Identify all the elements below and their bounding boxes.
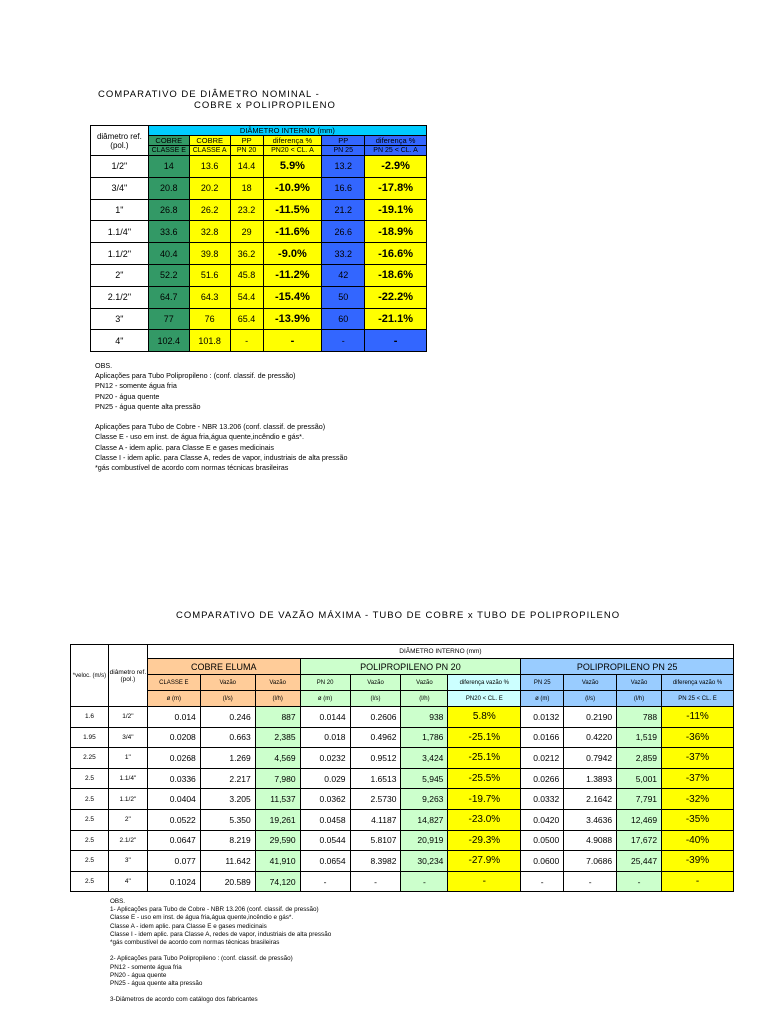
t2-cell: -29.3% bbox=[448, 830, 521, 851]
table-row bbox=[71, 871, 734, 892]
diameter-table bbox=[90, 125, 427, 352]
t2-cell: 20,919 bbox=[401, 830, 448, 851]
t2-sub1: Vazão bbox=[200, 675, 255, 691]
t1-cell: -13.9% bbox=[263, 308, 322, 330]
t2-cell: 2.217 bbox=[200, 768, 255, 789]
t2-cell: 4.1187 bbox=[350, 809, 401, 830]
t2-cell: 2,859 bbox=[617, 748, 662, 769]
t2-cell: -40% bbox=[662, 830, 734, 851]
t2-cell: -35% bbox=[662, 809, 734, 830]
t2-cell: 5,001 bbox=[617, 768, 662, 789]
table1-title bbox=[98, 89, 336, 111]
t2-cell: 14,827 bbox=[401, 809, 448, 830]
t1-cell: -11.2% bbox=[263, 264, 322, 286]
t2-cell: 4,569 bbox=[255, 748, 300, 769]
t2-cell: 3.4636 bbox=[564, 809, 617, 830]
t1-cell: -10.9% bbox=[263, 177, 322, 199]
t2-cell: - bbox=[662, 871, 734, 892]
t2-cell: - bbox=[617, 871, 662, 892]
t2-cell: 0.4962 bbox=[350, 727, 401, 748]
t1-hdr-bot: PN 25 bbox=[322, 146, 365, 156]
t2-cell: 2.1642 bbox=[564, 789, 617, 810]
t2-cell: 1.95 bbox=[71, 727, 109, 748]
t2-cell: 8.219 bbox=[200, 830, 255, 851]
t2-cell: 0.0500 bbox=[521, 830, 564, 851]
t1-hdr-bot: CLASSE A bbox=[189, 146, 230, 156]
t2-cell: 12,469 bbox=[617, 809, 662, 830]
t2-cell: 17,672 bbox=[617, 830, 662, 851]
t1-cell: 1.1/4" bbox=[91, 221, 149, 243]
t2-cell: 938 bbox=[401, 707, 448, 728]
t2-cell: 0.4220 bbox=[564, 727, 617, 748]
t1-cell: 20.8 bbox=[148, 177, 189, 199]
t1-cell: 1.1/2" bbox=[91, 243, 149, 265]
table2-title: COMPARATIVO DE VAZÃO MÁXIMA - TUBO DE COBRE x TUBO DE POLIPROPILENO bbox=[176, 610, 621, 621]
t2-cell: 20.589 bbox=[200, 871, 255, 892]
t1-cell: - bbox=[365, 330, 427, 352]
grp-cobre: COBRE ELUMA bbox=[147, 659, 300, 675]
t2-cell: 0.0212 bbox=[521, 748, 564, 769]
t2-cell: 3" bbox=[108, 851, 147, 872]
t1-cell: 64.3 bbox=[189, 286, 230, 308]
t2-cell: - bbox=[401, 871, 448, 892]
t2-cell: 788 bbox=[617, 707, 662, 728]
t2-cell: 0.0647 bbox=[147, 830, 200, 851]
t2-sub1: Vazão bbox=[350, 675, 401, 691]
t2-sub1: Vazão bbox=[564, 675, 617, 691]
t2-cell: 2.1/2" bbox=[108, 830, 147, 851]
t2-cell: 0.077 bbox=[147, 851, 200, 872]
t2-cell: 30,234 bbox=[401, 851, 448, 872]
t1-cell: 20.2 bbox=[189, 177, 230, 199]
t2-cell: 1.6 bbox=[71, 707, 109, 728]
t2-cell: 0.246 bbox=[200, 707, 255, 728]
t1-hdr-bot: PN20 < CL. A bbox=[263, 146, 322, 156]
t1-cell: 13.6 bbox=[189, 156, 230, 178]
t2-cell: 0.0600 bbox=[521, 851, 564, 872]
t2-cell: 3/4" bbox=[108, 727, 147, 748]
t2-cell: 0.2190 bbox=[564, 707, 617, 728]
t2-cell: 7,980 bbox=[255, 768, 300, 789]
t2-cell: -25.1% bbox=[448, 748, 521, 769]
t2-cell: 0.014 bbox=[147, 707, 200, 728]
t2-cell: 2.5 bbox=[71, 871, 109, 892]
t1-cell: -19.1% bbox=[365, 199, 427, 221]
t1-cell: 13.2 bbox=[322, 156, 365, 178]
t2-cell: 1.269 bbox=[200, 748, 255, 769]
table-row bbox=[91, 286, 427, 308]
t2-cell: 2.5 bbox=[71, 830, 109, 851]
t2-cell: 1/2" bbox=[108, 707, 147, 728]
t2-sub2: (l/s) bbox=[564, 691, 617, 707]
t1-cell: 101.8 bbox=[189, 330, 230, 352]
t2-sub1: Vazão bbox=[255, 675, 300, 691]
t2-sub1: CLASSE E bbox=[147, 675, 200, 691]
t2-cell: 2,385 bbox=[255, 727, 300, 748]
t2-cell: -37% bbox=[662, 748, 734, 769]
t2-cell: 5,945 bbox=[401, 768, 448, 789]
table-row bbox=[91, 308, 427, 330]
table-row bbox=[71, 748, 734, 769]
t2-cell: 0.2606 bbox=[350, 707, 401, 728]
t2-cell: -39% bbox=[662, 851, 734, 872]
t2-cell: - bbox=[350, 871, 401, 892]
t2-cell: -25.1% bbox=[448, 727, 521, 748]
t1-cell: 39.8 bbox=[189, 243, 230, 265]
t2-cell: - bbox=[564, 871, 617, 892]
t1-cell: 26.6 bbox=[322, 221, 365, 243]
t2-cell: 8.3982 bbox=[350, 851, 401, 872]
table-row bbox=[91, 221, 427, 243]
t2-cell: 2" bbox=[108, 809, 147, 830]
t2-cell: 9,263 bbox=[401, 789, 448, 810]
t1-cell: -22.2% bbox=[365, 286, 427, 308]
t1-cell: 26.2 bbox=[189, 199, 230, 221]
t2-cell: -19.7% bbox=[448, 789, 521, 810]
t1-cell: 76 bbox=[189, 308, 230, 330]
t2-cell: 7,791 bbox=[617, 789, 662, 810]
t1-cell: 3/4" bbox=[91, 177, 149, 199]
t2-cell: 1,786 bbox=[401, 727, 448, 748]
t1-cell: 16.6 bbox=[322, 177, 365, 199]
t2-cell: 11.642 bbox=[200, 851, 255, 872]
t2-cell: 887 bbox=[255, 707, 300, 728]
t1-cell: 60 bbox=[322, 308, 365, 330]
t2-cell: 0.0544 bbox=[300, 830, 350, 851]
t2-sub2: PN20 < CL. E bbox=[448, 691, 521, 707]
t2-cell: 0.0522 bbox=[147, 809, 200, 830]
t2-cell: 0.0336 bbox=[147, 768, 200, 789]
t1-cell: 3" bbox=[91, 308, 149, 330]
t2-cell: 2.5 bbox=[71, 809, 109, 830]
t1-cell: 4" bbox=[91, 330, 149, 352]
t1-cell: 18 bbox=[230, 177, 263, 199]
flow-table bbox=[70, 644, 734, 892]
t2-cell: 1.3893 bbox=[564, 768, 617, 789]
t2-sub1: Vazão bbox=[617, 675, 662, 691]
t1-cell: 32.8 bbox=[189, 221, 230, 243]
t2-cell: 0.0144 bbox=[300, 707, 350, 728]
t2-sub2: ø (m) bbox=[521, 691, 564, 707]
t2-sub2: (l/h) bbox=[617, 691, 662, 707]
table-row bbox=[71, 789, 734, 810]
t2-cell: 1.1/2" bbox=[108, 789, 147, 810]
table-row bbox=[91, 243, 427, 265]
t2-cell: 0.0266 bbox=[521, 768, 564, 789]
t1-cell: -11.5% bbox=[263, 199, 322, 221]
t1-cell: 21.2 bbox=[322, 199, 365, 221]
grp-pp20: POLIPROPILENO PN 20 bbox=[300, 659, 521, 675]
t1-cell: 54.4 bbox=[230, 286, 263, 308]
t1-cell: -17.8% bbox=[365, 177, 427, 199]
t1-cell: -9.0% bbox=[263, 243, 322, 265]
t1-hdr-top: diferença % bbox=[263, 136, 322, 146]
t1-cell: -21.1% bbox=[365, 308, 427, 330]
hdr-veloc: *veloc. (m/s) bbox=[71, 645, 109, 707]
t2-cell: -37% bbox=[662, 768, 734, 789]
obs-table2: OBS. 1- Aplicações para Tubo de Cobre - NBR 13.206 (conf. classif. de pressão) Classe E - uso em inst. de água fria,água quente,incêndio e gás*. Classe A - idem aplic. para Classe E e gases medicinais Classe I - idem aplic. para Classe A, redes de vapor, industriais de alta pressão *gás combustível de acordo com normas técnicas brasileiras 2- Aplicações para Tubo Polipropileno : (conf. classif. de pressão) PN12 - somente água fria PN20 - água quente PN25 - água quente alta pressão 3-Diâmetros de acordo com catálogo dos fabricantes bbox=[110, 898, 332, 1004]
t1-hdr-top: PP bbox=[230, 136, 263, 146]
t1-cell: 65.4 bbox=[230, 308, 263, 330]
t2-cell: 4.9088 bbox=[564, 830, 617, 851]
t2-cell: 0.1024 bbox=[147, 871, 200, 892]
t1-cell: -2.9% bbox=[365, 156, 427, 178]
t2-cell: 0.018 bbox=[300, 727, 350, 748]
grp-pp25: POLIPROPILENO PN 25 bbox=[521, 659, 734, 675]
t1-cell: 23.2 bbox=[230, 199, 263, 221]
t2-cell: 0.0208 bbox=[147, 727, 200, 748]
t2-cell: 11,537 bbox=[255, 789, 300, 810]
t2-cell: -25.5% bbox=[448, 768, 521, 789]
hdr-diam2: diâmetro ref. (pol.) bbox=[108, 645, 147, 707]
t2-cell: 1.6513 bbox=[350, 768, 401, 789]
t1-cell: 42 bbox=[322, 264, 365, 286]
t2-cell: - bbox=[521, 871, 564, 892]
t1-cell: 1" bbox=[91, 199, 149, 221]
table-row bbox=[71, 707, 734, 728]
t2-cell: 1,519 bbox=[617, 727, 662, 748]
t2-cell: 1" bbox=[108, 748, 147, 769]
t2-cell: 0.0132 bbox=[521, 707, 564, 728]
t2-sub2: ø (m) bbox=[300, 691, 350, 707]
t1-cell: 2" bbox=[91, 264, 149, 286]
t1-cell: 1/2" bbox=[91, 156, 149, 178]
t2-cell: 0.9512 bbox=[350, 748, 401, 769]
t1-hdr-top: PP bbox=[322, 136, 365, 146]
t2-cell: 2.5 bbox=[71, 789, 109, 810]
t1-hdr-bot: CLASSE E bbox=[148, 146, 189, 156]
table-row bbox=[71, 809, 734, 830]
t2-cell: 2.5 bbox=[71, 851, 109, 872]
hdr-diam: diâmetro ref. (pol.) bbox=[91, 126, 149, 156]
t2-cell: 0.029 bbox=[300, 768, 350, 789]
t2-cell: 41,910 bbox=[255, 851, 300, 872]
t2-cell: -36% bbox=[662, 727, 734, 748]
t2-cell: -23.0% bbox=[448, 809, 521, 830]
t2-cell: - bbox=[448, 871, 521, 892]
t2-cell: -27.9% bbox=[448, 851, 521, 872]
t2-cell: 0.663 bbox=[200, 727, 255, 748]
hdr-interno2: DIÂMETRO INTERNO (mm) bbox=[147, 645, 733, 659]
table-row bbox=[91, 156, 427, 178]
t2-cell: 0.0420 bbox=[521, 809, 564, 830]
t2-sub2: (l/s) bbox=[200, 691, 255, 707]
t2-cell: 29,590 bbox=[255, 830, 300, 851]
t2-sub1: diferença vazão % bbox=[662, 675, 734, 691]
table1-title-line1: COMPARATIVO DE DIÂMETRO NOMINAL - bbox=[98, 89, 320, 100]
t1-cell: 45.8 bbox=[230, 264, 263, 286]
table-row bbox=[71, 851, 734, 872]
t1-hdr-top: COBRE bbox=[189, 136, 230, 146]
t1-cell: 14.4 bbox=[230, 156, 263, 178]
t2-cell: 2.25 bbox=[71, 748, 109, 769]
hdr-interno: DIÂMETRO INTERNO (mm) bbox=[148, 126, 426, 136]
t2-cell: 5.8% bbox=[448, 707, 521, 728]
t1-cell: - bbox=[322, 330, 365, 352]
t1-cell: 50 bbox=[322, 286, 365, 308]
t1-cell: 33.2 bbox=[322, 243, 365, 265]
t1-cell: -16.6% bbox=[365, 243, 427, 265]
t2-cell: 7.0686 bbox=[564, 851, 617, 872]
t1-cell: 102.4 bbox=[148, 330, 189, 352]
t1-cell: 29 bbox=[230, 221, 263, 243]
table-row bbox=[91, 199, 427, 221]
t2-cell: 5.350 bbox=[200, 809, 255, 830]
table-row bbox=[71, 727, 734, 748]
t2-cell: 3.205 bbox=[200, 789, 255, 810]
t1-cell: 77 bbox=[148, 308, 189, 330]
t1-cell: 40.4 bbox=[148, 243, 189, 265]
t2-cell: -11% bbox=[662, 707, 734, 728]
table-row bbox=[71, 830, 734, 851]
t2-cell: 0.0654 bbox=[300, 851, 350, 872]
t1-cell: 26.8 bbox=[148, 199, 189, 221]
t2-sub2: (l/s) bbox=[350, 691, 401, 707]
t2-sub2: PN 25 < CL. E bbox=[662, 691, 734, 707]
t1-cell: 52.2 bbox=[148, 264, 189, 286]
t1-cell: -11.6% bbox=[263, 221, 322, 243]
t1-cell: 36.2 bbox=[230, 243, 263, 265]
t2-sub1: PN 20 bbox=[300, 675, 350, 691]
table-row bbox=[91, 330, 427, 352]
t2-cell: -32% bbox=[662, 789, 734, 810]
t2-cell: 74,120 bbox=[255, 871, 300, 892]
t2-cell: 2.5730 bbox=[350, 789, 401, 810]
t2-cell: 0.0232 bbox=[300, 748, 350, 769]
t2-cell: 0.0458 bbox=[300, 809, 350, 830]
t2-cell: - bbox=[300, 871, 350, 892]
table-row bbox=[91, 177, 427, 199]
t1-cell: 64.7 bbox=[148, 286, 189, 308]
t2-cell: 19,261 bbox=[255, 809, 300, 830]
t2-cell: 0.0268 bbox=[147, 748, 200, 769]
t1-cell: -15.4% bbox=[263, 286, 322, 308]
t2-cell: 0.0404 bbox=[147, 789, 200, 810]
t2-sub2: ø (m) bbox=[147, 691, 200, 707]
t2-cell: 0.0332 bbox=[521, 789, 564, 810]
t2-sub1: PN 25 bbox=[521, 675, 564, 691]
t1-hdr-bot: PN 20 bbox=[230, 146, 263, 156]
t2-cell: 2.5 bbox=[71, 768, 109, 789]
t1-cell: 2.1/2" bbox=[91, 286, 149, 308]
table-row bbox=[91, 264, 427, 286]
t1-hdr-bot: PN 25 < CL. A bbox=[365, 146, 427, 156]
t2-sub1: Vazão bbox=[401, 675, 448, 691]
t2-cell: 3,424 bbox=[401, 748, 448, 769]
t1-cell: 33.6 bbox=[148, 221, 189, 243]
t1-hdr-top: COBRE bbox=[148, 136, 189, 146]
t1-cell: - bbox=[230, 330, 263, 352]
t1-cell: - bbox=[263, 330, 322, 352]
t2-cell: 5.8107 bbox=[350, 830, 401, 851]
t1-cell: 51.6 bbox=[189, 264, 230, 286]
obs-table1: OBS. Aplicações para Tubo Polipropileno : (conf. classif. de pressão) PN12 - somente água fria PN20 - água quente PN25 - água quente alta pressão Aplicações para Tubo de Cobre - NBR 13.206 (conf. classif. de pressão) Classe E - uso em inst. de água fria,água quente,incêndio e gás*. Classe A - idem aplic. para Classe E e gases medicinais Classe I - idem aplic. para Classe A, redes de vapor, industriais de alta pressão *gás combustível de acordo com normas técnicas brasileiras bbox=[95, 361, 348, 473]
t2-cell: 1.1/4" bbox=[108, 768, 147, 789]
t1-cell: -18.6% bbox=[365, 264, 427, 286]
t1-hdr-top: diferença % bbox=[365, 136, 427, 146]
t2-cell: 4" bbox=[108, 871, 147, 892]
t2-cell: 0.0166 bbox=[521, 727, 564, 748]
t2-cell: 0.0362 bbox=[300, 789, 350, 810]
t1-cell: 5.9% bbox=[263, 156, 322, 178]
t2-sub1: diferença vazão % bbox=[448, 675, 521, 691]
t1-cell: -18.9% bbox=[365, 221, 427, 243]
t2-sub2: (l/h) bbox=[255, 691, 300, 707]
table-row bbox=[71, 768, 734, 789]
t1-cell: 14 bbox=[148, 156, 189, 178]
t2-cell: 25,447 bbox=[617, 851, 662, 872]
table1-title-line2: COBRE x POLIPROPILENO bbox=[194, 100, 336, 111]
t2-cell: 0.7942 bbox=[564, 748, 617, 769]
t2-sub2: (l/h) bbox=[401, 691, 448, 707]
